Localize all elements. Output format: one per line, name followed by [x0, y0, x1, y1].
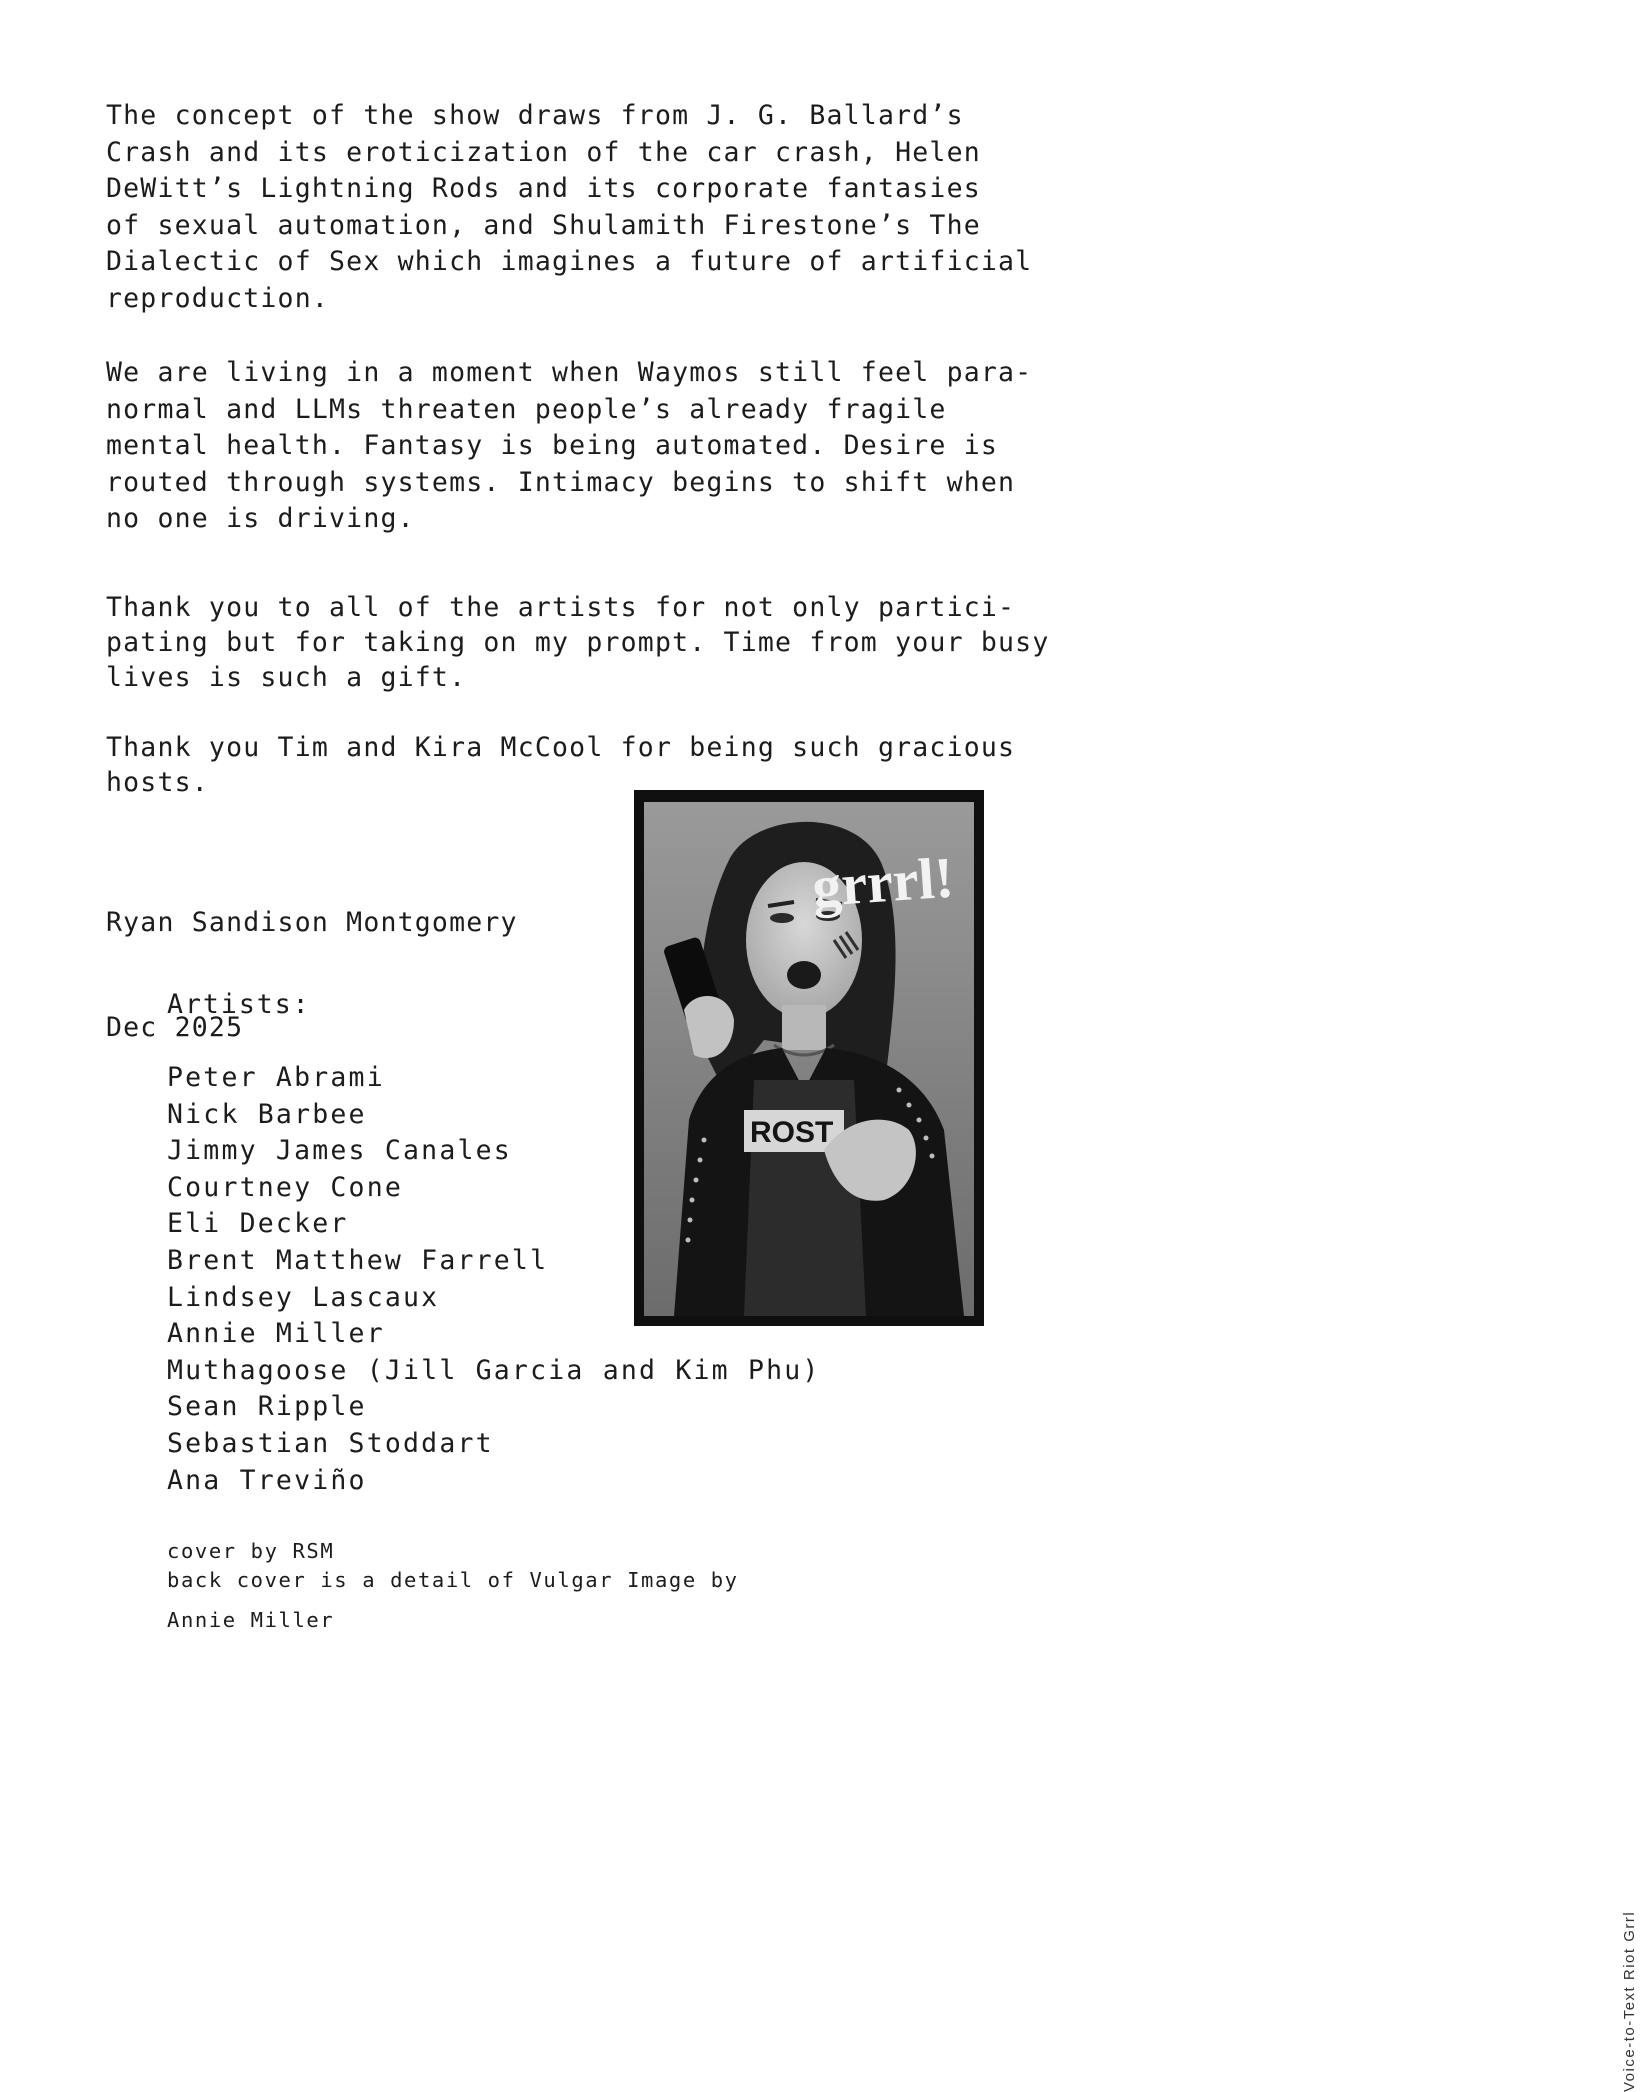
thanks-artists-paragraph: Thank you to all of the artists for not only partici- pating but for taking on my prompt. Time from your busy lives is such a gift.	[106, 592, 1050, 693]
photo-side-caption: Voice-to-Text Riot Grrl	[1621, 1910, 1638, 2092]
artist-name: Annie Miller	[167, 1318, 385, 1350]
artist-name: Lindsey Lascaux	[167, 1281, 440, 1313]
shirt-text: ROST	[750, 1116, 834, 1149]
artist-name: Nick Barbee	[167, 1098, 367, 1130]
cover-credit: cover by RSM	[167, 1539, 335, 1563]
artist-name: Muthagoose (Jill Garcia and Kim Phu)	[167, 1354, 821, 1386]
artist-name: Courtney Cone	[167, 1171, 404, 1203]
artist-name: Brent Matthew Farrell	[167, 1244, 549, 1276]
back-cover-credit: back cover is a detail of Vulgar Image by	[167, 1568, 739, 1592]
artists-heading: Artists:	[167, 989, 311, 1020]
artist-name: Eli Decker	[167, 1208, 349, 1240]
artist-name: Ana Treviño	[167, 1464, 367, 1496]
signature-name: Ryan Sandison Montgomery	[106, 907, 518, 938]
grrrl-overlay-text: grrrl!	[810, 844, 956, 920]
signature-date: Dec 2025	[106, 1012, 244, 1043]
intro-paragraph: The concept of the show draws from J. G. Ballard’s Crash and its eroticization of the car crash, Helen DeWitt’s Lightning Rods and its corporate fantasies of sexual automation, and Shulamith Firestone’s The Dialectic of Sex which imagines a future of artificial reproduction.	[106, 100, 1033, 314]
artists-list	[167, 1060, 821, 1499]
credits-block	[167, 1537, 739, 1635]
context-paragraph: We are living in a moment when Waymos still feel para- normal and LLMs threaten people’s already fragile mental health. Fantasy is being automated. Desire is routed through systems. Intimacy begins to shift when no one is driving.	[106, 357, 1033, 534]
back-cover-artist: Annie Miller	[167, 1608, 335, 1632]
artist-name: Sebastian Stoddart	[167, 1427, 494, 1459]
artist-name: Sean Ripple	[167, 1391, 367, 1423]
thanks-hosts-paragraph: Thank you Tim and Kira McCool for being such gracious hosts.	[106, 732, 1016, 798]
artist-name: Peter Abrami	[167, 1062, 385, 1093]
artist-name: Jimmy James Canales	[167, 1135, 512, 1167]
